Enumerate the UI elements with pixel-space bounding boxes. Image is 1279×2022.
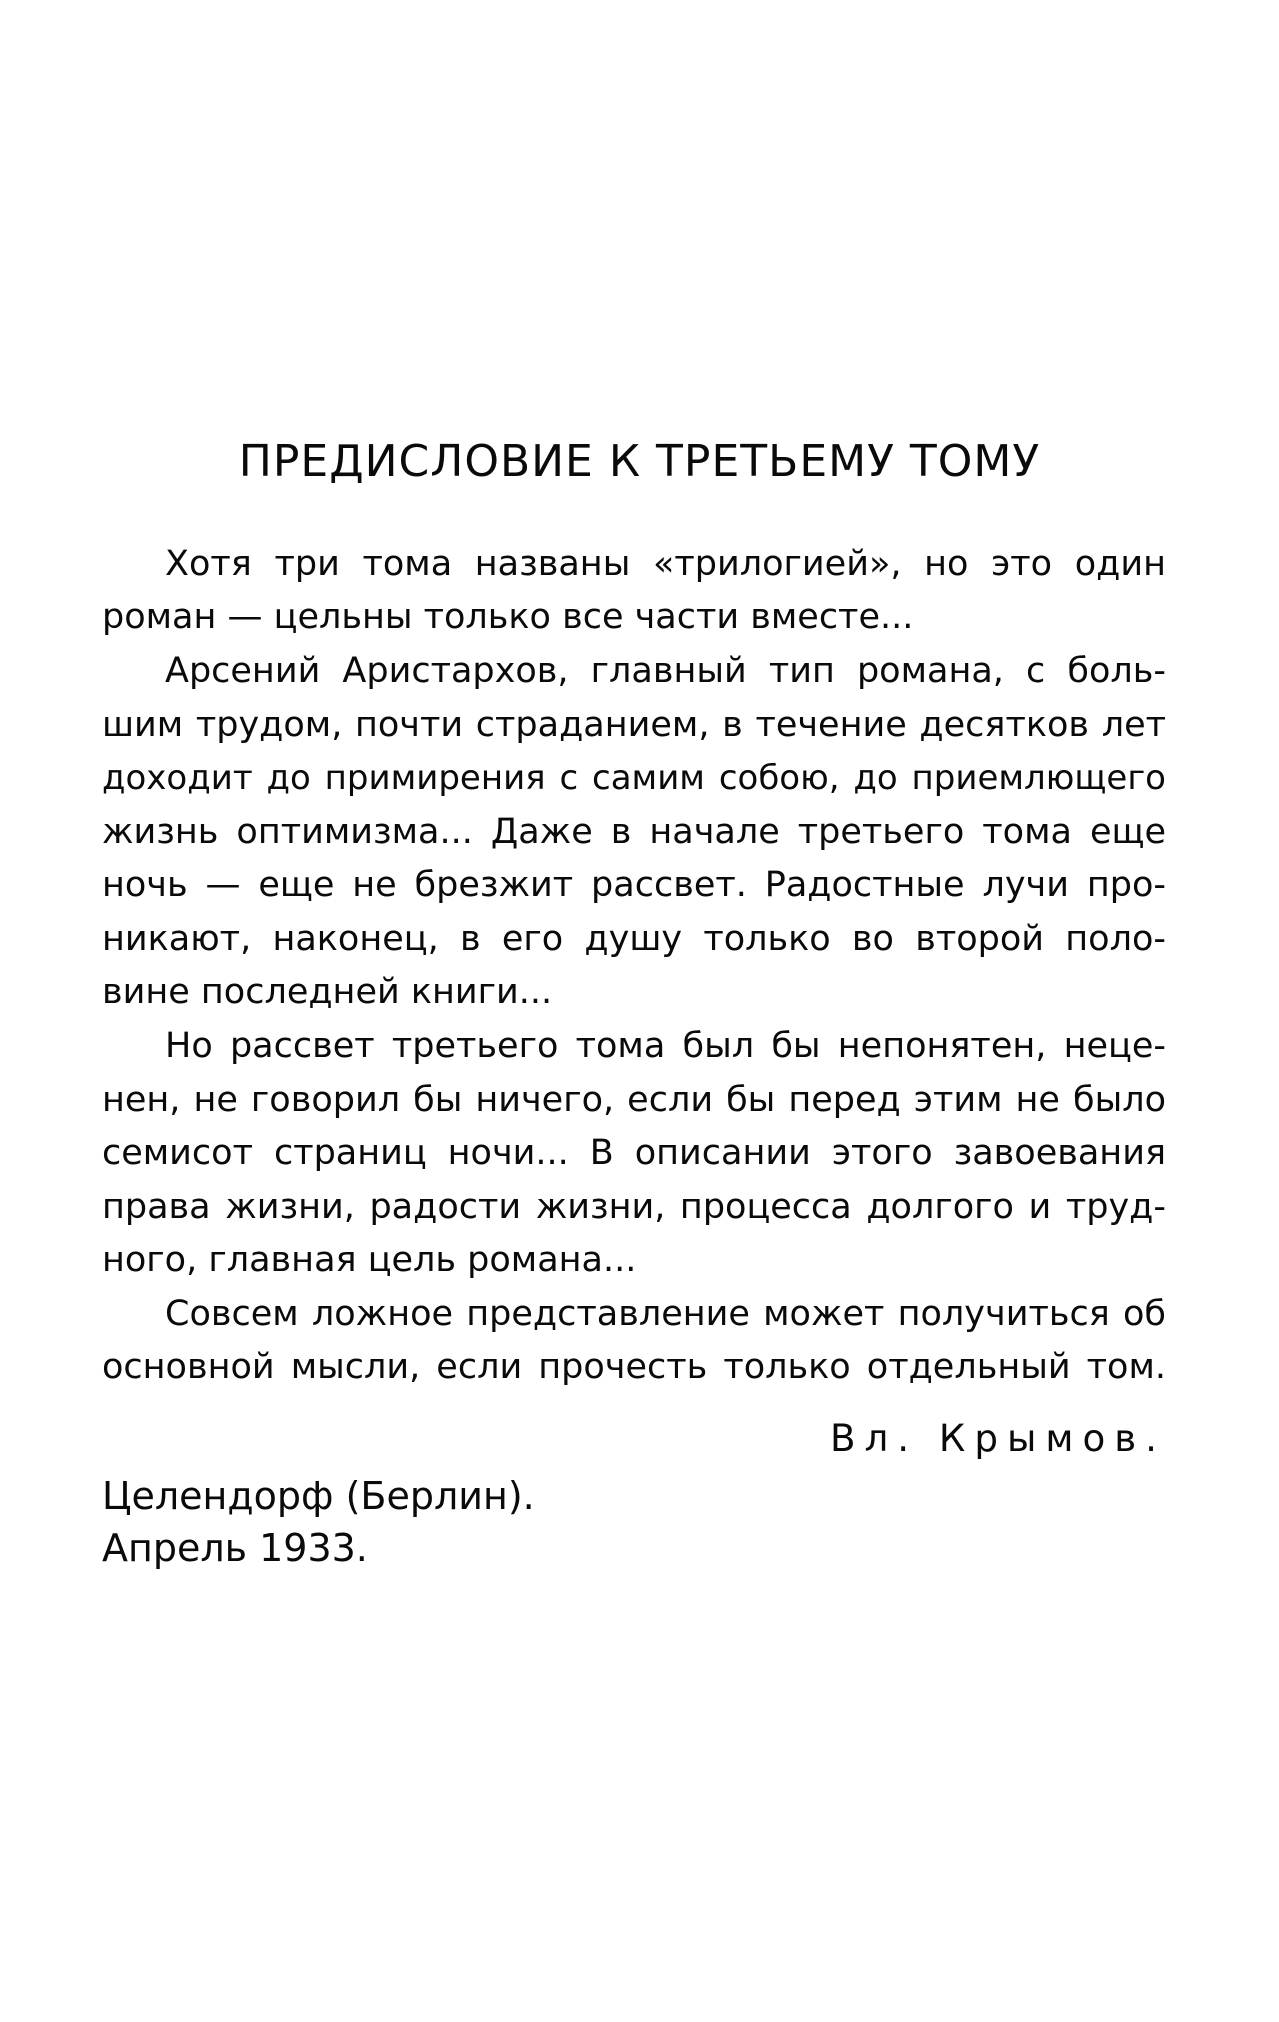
paragraph-2-line-2: шим трудом, почти страданием, в течение десятков лет xyxy=(102,705,1166,745)
author-signature: Вл. Крымов. xyxy=(829,1416,1166,1460)
paragraph-2-line-6: никают, наконец, в его душу только во второй поло- xyxy=(102,919,1166,959)
place-line: Целендорф (Берлин). xyxy=(102,1474,535,1518)
paragraph-2-line-4: жизнь оптимизма... Даже в начале третьего тома еще xyxy=(102,812,1166,852)
paragraph-1-line-2: роман — цельны только все части вместе... xyxy=(102,597,914,637)
paragraph-2-line-3: доходит до примирения с самим собою, до приемлющего xyxy=(102,758,1166,798)
paragraph-1-line-1: Хотя три тома названы «трилогией», но это один xyxy=(165,544,1166,584)
paragraph-2-line-7: вине последней книги... xyxy=(102,972,553,1012)
paragraph-4-line-2: основной мысли, если прочесть только отдельный том. xyxy=(102,1347,1166,1387)
paragraph-3-line-1: Но рассвет третьего тома был бы непонятен, неце- xyxy=(165,1026,1166,1066)
page-title: ПРЕДИСЛОВИЕ К ТРЕТЬЕМУ ТОМУ xyxy=(238,436,1041,487)
paragraph-3-line-5: ного, главная цель романа... xyxy=(102,1240,637,1280)
paragraph-3-line-3: семисот страниц ночи... В описании этого завоевания xyxy=(102,1133,1166,1173)
paragraph-3-line-4: права жизни, радости жизни, процесса долгого и труд- xyxy=(102,1187,1166,1227)
paragraph-3-line-2: нен, не говорил бы ничего, если бы перед этим не было xyxy=(102,1080,1166,1120)
paragraph-2-line-1: Арсений Аристархов, главный тип романа, с боль- xyxy=(165,651,1166,691)
paragraph-4-line-1: Совсем ложное представление может получиться об xyxy=(165,1294,1166,1334)
date-line: Апрель 1933. xyxy=(102,1526,368,1570)
paragraph-2-line-5: ночь — еще не брезжит рассвет. Радостные лучи про- xyxy=(102,865,1166,905)
